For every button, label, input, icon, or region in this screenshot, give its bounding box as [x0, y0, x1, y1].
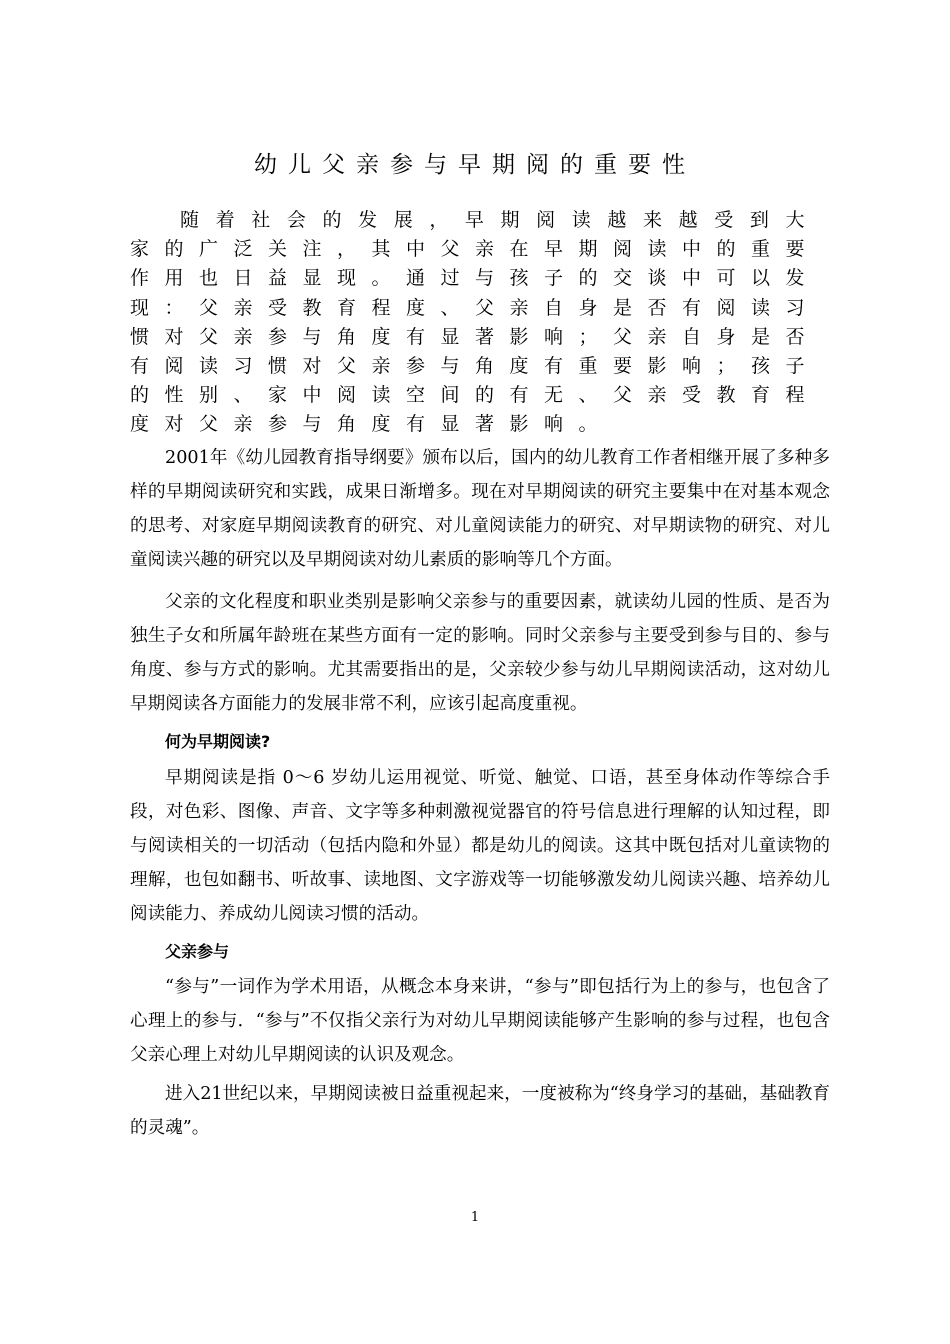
body-paragraph-1: 2001年《幼儿园教育指导纲要》颁布以后，国内的幼儿教育工作者相继开展了多种多样的早期阅读研究和实践，成果日渐增多。现在对早期阅读的研究主要集中在对基本观念的思考、对家庭早期阅读教育的研究、对儿童阅读能力的研究、对早期读物的研究、对儿童阅读兴趣的研究以及早期阅读对幼儿素质的影响等几个方面。	[130, 448, 830, 570]
section-heading-early-reading: 何为早期阅读?	[165, 732, 271, 751]
body-paragraph-2: 父亲的文化程度和职业类别是影响父亲参与的重要因素，就读幼儿园的性质、是否为独生子女和所属年龄班在某些方面有一定的影响。同时父亲参与主要受到参与目的、参与角度、参与方式的影响。尤其需要指出的是，父亲较少参与幼儿早期阅读活动，这对幼儿早期阅读各方面能力的发展非常不利，应该引起高度重视。	[130, 592, 830, 714]
abstract-paragraph: 随着社会的发展，早期阅读越来越受到大家的广泛关注，其中父亲在早期阅读中的重要作用也日益显现。通过与孩子的交谈中可以发现：父亲受教育程度、父亲自身是否有阅读习惯对父亲参与角度有显著影响；父亲自身是否有阅读习惯对父亲参与角度有重要影响；孩子的性别、家中阅读空间的有无、父亲受教育程度对父亲参与角度有显著影响。	[130, 209, 821, 436]
body-paragraph-3: 早期阅读是指 0～6 岁幼儿运用视觉、听觉、触觉、口语，甚至身体动作等综合手段，对色彩、图像、声音、文字等多种刺激视觉器官的符号信息进行理解的认知过程，即与阅读相关的一切活动（包括内隐和外显）都是幼儿的阅读。这其中既包括对儿童读物的理解，也包如翻书、听故事、读地图、文字游戏等一切能够激发幼儿阅读兴趣、培养幼儿阅读能力、养成幼儿阅读习惯的活动。	[130, 768, 830, 924]
section-heading-father-participation: 父亲参与	[165, 942, 230, 961]
document-title: 幼儿父亲参与早期阅的重要性	[254, 152, 696, 178]
body-paragraph-4: “参与”一词作为学术用语，从概念本身来讲，“参与”即包括行为上的参与，也包含了心理上的参与．“参与”不仅指父亲行为对幼儿早期阅读能够产生影响的参与过程，也包含父亲心理上对幼儿早期阅读的认识及观念。	[130, 977, 830, 1065]
page-number: 1	[470, 1210, 480, 1225]
body-paragraph-5: 进入21世纪以来，早期阅读被日益重视起来，一度被称为“终身学习的基础，基础教育的灵魂”。	[130, 1084, 830, 1138]
